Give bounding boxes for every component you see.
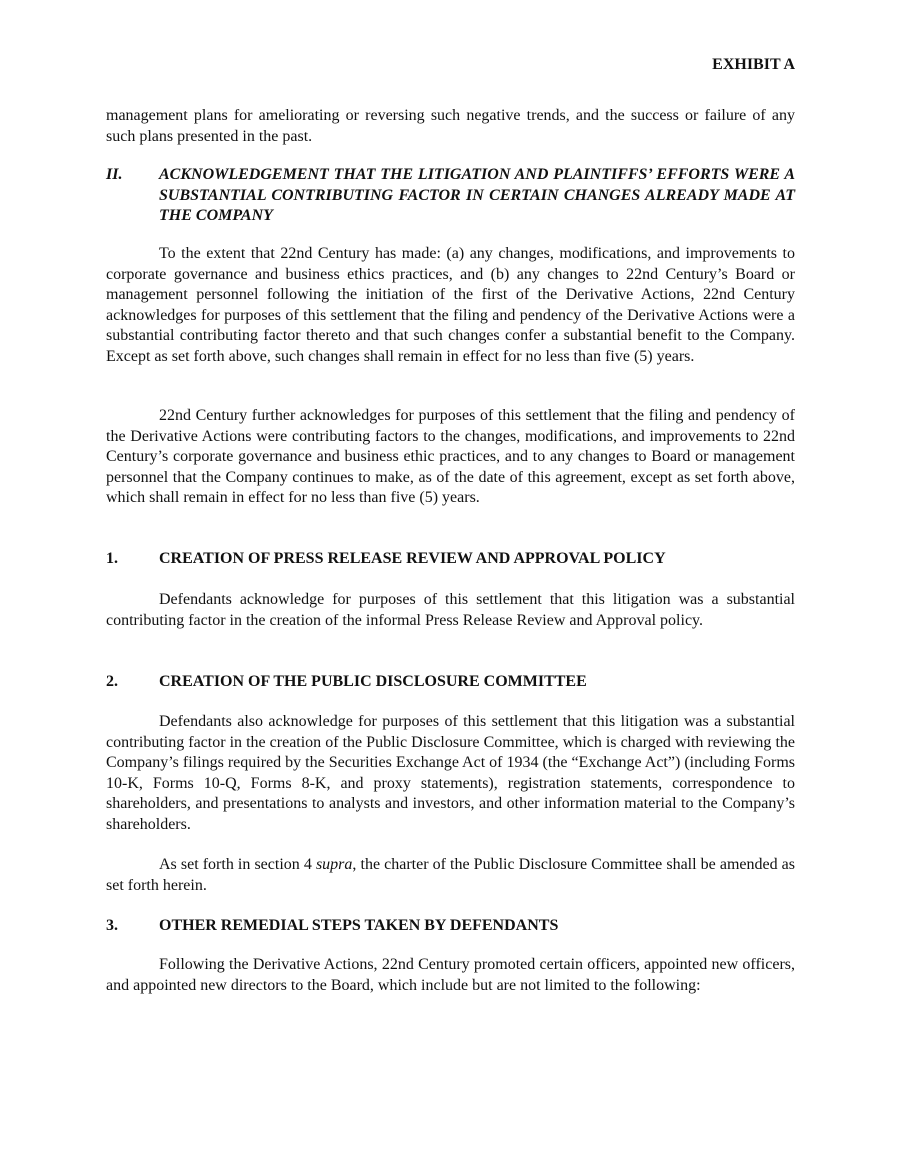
section-1-paragraph: Defendants acknowledge for purposes of this settlement that this litigation was a substantial contributing factor in the creation of the informal Press Release Review and Approval policy. — [106, 591, 795, 629]
section-2-paragraph-1: Defendants also acknowledge for purposes of this settlement that this litigation was a substantial contributing factor in the creation of the Public Disclosure Committee, which is charged with reviewing the Company’s filings required by the Securities Exchange Act of 1934 (the “Exchange Act”) (including Forms 10-K, Forms 10-Q, Forms 8-K, and proxy statements), registration statements, correspondence to shareholders, and presentations to analysts and investors, and other information material to the Company’s shareholders. — [106, 713, 795, 833]
supra-citation: supra — [315, 856, 353, 873]
section-2-paragraph-2 — [106, 855, 795, 896]
section-ii-paragraph-1: To the extent that 22nd Century has made: (a) any changes, modifications, and improvements to corporate governance and business ethics practices, and (b) any changes to 22nd Century’s Board or management personnel following the initiation of the first of the Derivative Actions, 22nd Century acknowledges for purposes of this settlement that the filing and pendency of the Derivative Actions were a substantial contributing factor thereto and that such changes confer a substantial benefit to the Company. Except as set forth above, such changes shall remain in effect for no less than five (5) years. — [106, 245, 795, 365]
intro-paragraph: management plans for ameliorating or reversing such negative trends, and the success or failure of any such plans presented in the past. — [106, 107, 795, 145]
section-1-number: 1. — [106, 550, 118, 567]
section-ii-number: II. — [106, 166, 123, 183]
section-ii-title: ACKNOWLEDGEMENT THAT THE LITIGATION AND PLAINTIFFS’ EFFORTS WERE A SUBSTANTIAL CONTRIBUTING FACTOR IN CERTAIN CHANGES ALREADY MADE AT THE COMPANY — [159, 166, 795, 224]
section-2-number: 2. — [106, 673, 118, 690]
section-ii-paragraph-2: 22nd Century further acknowledges for purposes of this settlement that the filing and pendency of the Derivative Actions were contributing factors to the changes, modifications, and improvements to 22nd Century’s corporate governance and business ethic practices, and to any changes to Board or management personnel that the Company continues to make, as of the date of this agreement, except as set forth above, which shall remain in effect for no less than five (5) years. — [106, 407, 795, 506]
section-2-title: CREATION OF THE PUBLIC DISCLOSURE COMMITTEE — [159, 673, 587, 690]
section-ii-heading — [106, 165, 795, 227]
section-3-heading — [106, 916, 795, 936]
section-1-title: CREATION OF PRESS RELEASE REVIEW AND APPROVAL POLICY — [159, 550, 666, 567]
section-3-number: 3. — [106, 917, 118, 934]
section-3-title: OTHER REMEDIAL STEPS TAKEN BY DEFENDANTS — [159, 917, 559, 934]
exhibit-label: EXHIBIT A — [712, 56, 795, 73]
section-3-paragraph: Following the Derivative Actions, 22nd Century promoted certain officers, appointed new officers, and appointed new directors to the Board, which include but are not limited to the following: — [106, 956, 795, 994]
section-1-heading — [106, 549, 795, 569]
section-2-heading — [106, 672, 795, 692]
section-2-paragraph-2-lead: As set forth in section 4 — [159, 856, 316, 873]
section-2-paragraph-2-tail: , the charter of the Public Disclosure Committee shall be amended as set forth herein. — [106, 856, 796, 894]
